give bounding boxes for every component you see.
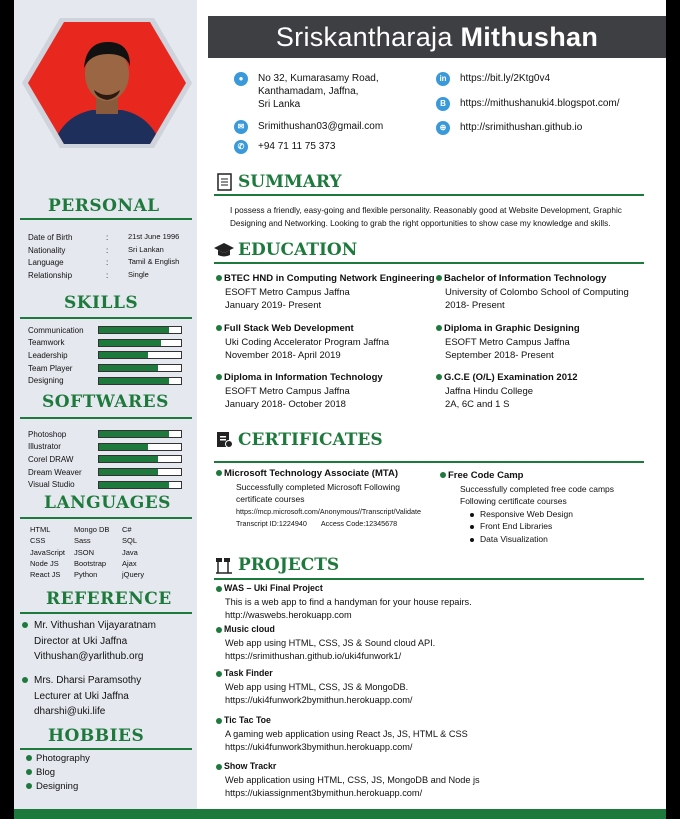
softwares-title: SOFTWARES: [42, 392, 169, 412]
education-item: [216, 371, 436, 412]
project-description: Web application using HTML, CSS, JS, MongoDB and Node js: [225, 774, 480, 785]
globe-icon: ⊕: [436, 121, 450, 135]
project-url[interactable]: http://waswebs.herokuapp.com: [225, 610, 352, 620]
language-item: Bootstrap: [74, 558, 107, 568]
contact-email[interactable]: ✉ Srimithushan03@gmail.com: [234, 120, 383, 134]
softwares-divider: [20, 417, 192, 419]
personal-value: Tamil & English: [128, 257, 180, 266]
softwares-label: Photoshop: [28, 429, 67, 439]
bullet-dot: [216, 671, 222, 677]
skills-level-fill: [99, 365, 158, 371]
summary-text: I possess a friendly, easy-going and flexible personality. Reasonably good at Website Development, Graphic Designing and Networking. Looking to grab the right opportunities to show case my knowledge and skills.: [230, 206, 622, 228]
skills-level-bar: [98, 351, 182, 359]
education-title: Bachelor of Information Technology: [436, 272, 656, 286]
language-item: SQL: [122, 536, 138, 546]
skills-level-bar: [98, 364, 182, 372]
education-place: ESOFT Metro Campus Jaffna: [225, 286, 350, 298]
language-item: C#: [122, 525, 132, 534]
skills-level-fill: [99, 352, 148, 358]
projects-divider: [214, 578, 644, 580]
softwares-row: [28, 466, 188, 479]
contact-blog[interactable]: B https://mithushanuki4.blogspot.com/: [436, 97, 620, 111]
bullet-dot: [22, 677, 28, 683]
phone-icon: ✆: [234, 140, 248, 154]
project-url[interactable]: https://srimithushan.github.io/uki4funwork1/: [225, 651, 402, 661]
document-icon: [214, 173, 234, 191]
personal-separator: :: [106, 258, 109, 267]
softwares-level-bar: [98, 481, 182, 489]
project-url[interactable]: https://uki4funwork3bymithun.herokuapp.com/: [225, 742, 413, 752]
project-item: [216, 623, 636, 664]
hobby-item: Designing: [26, 780, 78, 794]
project-url[interactable]: https://ukiassignment3bymithun.herokuapp.com/: [225, 788, 423, 798]
languages-grid: [30, 524, 190, 580]
language-item: HTML: [30, 525, 51, 534]
projects-icon: [214, 556, 234, 574]
education-date: January 2018- October 2018: [225, 399, 346, 410]
location-pin-icon: ●: [234, 72, 248, 86]
skills-label: Communication: [28, 325, 84, 335]
personal-separator: :: [106, 270, 109, 280]
bullet-dot: [216, 764, 222, 770]
graduation-cap-icon: [214, 241, 234, 259]
reference-divider: [20, 612, 192, 614]
hobby-item: Blog: [26, 766, 55, 780]
reference-role: Lecturer at Uki Jaffna: [34, 690, 129, 702]
bullet-dot: [216, 718, 222, 724]
project-description: Web app using HTML, CSS, JS & MongoDB.: [225, 681, 409, 692]
reference-name: Mrs. Dharsi Paramsothy: [34, 675, 142, 686]
personal-label: Nationality: [28, 245, 66, 255]
personal-value: Single: [128, 269, 149, 279]
education-title: Full Stack Web Development: [216, 322, 436, 336]
skills-row: [28, 374, 188, 387]
project-title: Task Finder: [216, 667, 636, 681]
skills-label: Leadership: [28, 350, 68, 360]
reference-role: Director at Uki Jaffna: [34, 635, 128, 647]
softwares-row: [28, 478, 188, 491]
language-item: React JS: [30, 570, 61, 580]
education-date: January 2019- Present: [225, 300, 322, 311]
softwares-level-bar: [98, 455, 182, 463]
bullet-dot: [216, 374, 222, 380]
softwares-row: [28, 428, 188, 441]
skills-level-fill: [99, 340, 161, 346]
language-item: Ajax: [122, 558, 137, 568]
blogger-icon: B: [436, 97, 450, 111]
softwares-row: [28, 441, 188, 454]
personal-label: Date of Birth: [28, 233, 73, 242]
education-divider: [214, 262, 644, 264]
skills-label: Designing: [28, 376, 64, 386]
education-date: November 2018- April 2019: [225, 350, 341, 361]
language-item: jQuery: [122, 570, 145, 580]
reference-name: Mr. Vithushan Vijayaratnam: [34, 620, 156, 631]
education-place: University of Colombo School of Computing: [445, 286, 629, 298]
skills-divider: [20, 317, 192, 319]
bullet-dot: [22, 622, 28, 628]
bullet-dot: [436, 275, 442, 281]
contact-phone[interactable]: ✆ +94 71 11 75 373: [234, 140, 335, 154]
project-description: Web app using HTML, CSS, JS & Sound cloud API.: [225, 637, 436, 648]
personal-separator: :: [106, 245, 109, 255]
bullet-dot: [216, 627, 222, 633]
contact-address: ● No 32, Kumarasamy Road, Kanthamadam, Jaffna, Sri Lanka: [234, 72, 379, 111]
first-name: Sriskantharaja: [275, 22, 453, 52]
education-place: ESOFT Metro Campus Jaffna: [225, 385, 350, 397]
language-item: Python: [74, 570, 98, 580]
personal-divider: [20, 218, 192, 220]
name-header: [208, 16, 666, 58]
project-item: [216, 667, 636, 708]
education-date: September 2018- Present: [445, 350, 554, 361]
certificate-mta: Microsoft Technology Associate (MTA) Successfully completed Microsoft Following certificate courses https://mcp.microsoft.com/Anonymous//Transcript/Validate Transcript ID:1224940 Access Code:12345678: [216, 468, 456, 531]
reference-title: REFERENCE: [46, 589, 172, 609]
skills-label: Team Player: [28, 363, 73, 373]
email-icon: ✉: [234, 120, 248, 134]
education-title: Diploma in Graphic Designing: [436, 322, 656, 336]
softwares-label: Illustrator: [28, 442, 61, 452]
education-date: 2A, 6C and 1 S: [445, 399, 510, 410]
personal-label: Relationship: [28, 270, 73, 280]
skills-row: [28, 337, 188, 350]
project-title: Music cloud: [216, 623, 636, 637]
education-place: Uki Coding Accelerator Program Jaffna: [225, 336, 390, 348]
education-item: [436, 322, 656, 363]
bullet-dot: [216, 275, 222, 281]
skills-level-bar: [98, 339, 182, 347]
language-item: Sass: [74, 536, 91, 546]
education-item: [216, 272, 436, 313]
skills-level-bar: [98, 326, 182, 334]
resume-page: [14, 0, 666, 819]
education-item: [436, 371, 656, 412]
linkedin-icon: in: [436, 72, 450, 86]
language-item: Mongo DB: [74, 525, 110, 534]
education-place: ESOFT Metro Campus Jaffna: [445, 336, 570, 348]
summary-divider: [214, 194, 644, 196]
project-item: [216, 582, 636, 623]
hobby-item: Photography: [26, 752, 90, 766]
reference-email[interactable]: dharshi@uki.life: [34, 706, 106, 717]
certificates-title: CERTIFICATES: [214, 430, 383, 450]
education-item: [436, 272, 656, 313]
sidebar: [14, 0, 197, 819]
softwares-label: Dream Weaver: [28, 467, 82, 477]
footer-bar: [14, 809, 666, 819]
skills-label: Teamwork: [28, 338, 65, 348]
education-title: EDUCATION: [214, 240, 357, 260]
softwares-label: Visual Studio: [28, 480, 75, 490]
contact-website[interactable]: ⊕ http://srimithushan.github.io: [436, 121, 582, 135]
education-item: [216, 322, 436, 363]
summary-title: SUMMARY: [214, 172, 342, 192]
language-item: Java: [122, 547, 138, 557]
skills-level-fill: [99, 378, 169, 384]
project-title: WAS – Uki Final Project: [216, 582, 636, 596]
project-item: [216, 714, 636, 755]
languages-divider: [20, 517, 192, 519]
skills-title: SKILLS: [64, 293, 139, 313]
last-name: Mithushan: [460, 22, 599, 52]
personal-title: PERSONAL: [48, 196, 160, 216]
project-description: A gaming web application using React Js, JS, HTML & CSS: [225, 728, 468, 739]
language-item: JavaScript: [30, 547, 66, 557]
skills-level-bar: [98, 377, 182, 385]
skills-row: [28, 324, 188, 337]
certificates-divider: [214, 461, 644, 463]
bullet-dot: [436, 374, 442, 380]
bullet-dot: [436, 325, 442, 331]
project-title: Tic Tac Toe: [216, 714, 636, 728]
skills-row: [28, 362, 188, 375]
skills-level-fill: [99, 327, 169, 333]
languages-title: LANGUAGES: [44, 493, 171, 513]
language-item: CSS: [30, 536, 46, 546]
projects-title: PROJECTS: [214, 555, 339, 575]
contact-linkedin[interactable]: in https://bit.ly/2Ktg0v4: [436, 72, 550, 86]
education-title: G.C.E (O/L) Examination 2012: [436, 371, 656, 385]
certificate-url[interactable]: https://mcp.microsoft.com/Anonymous//Transcript/Validate: [236, 506, 421, 516]
hobbies-divider: [20, 748, 192, 750]
softwares-level-bar: [98, 443, 182, 451]
skills-row: [28, 349, 188, 362]
softwares-label: Corel DRAW: [28, 454, 74, 464]
education-title: Diploma in Information Technology: [216, 371, 436, 385]
hobbies-title: HOBBIES: [48, 726, 145, 746]
certificate-icon: [214, 431, 234, 449]
reference-person-1: [22, 618, 192, 665]
profile-photo: [22, 18, 192, 148]
softwares-level-fill: [99, 482, 169, 488]
softwares-level-fill: [99, 431, 169, 437]
education-title: BTEC HND in Computing Network Engineering: [216, 272, 436, 286]
project-description: This is a web app to find a handyman for your house repairs.: [225, 596, 472, 607]
project-title: Show Trackr: [216, 760, 636, 774]
language-item: Node JS: [30, 558, 59, 568]
bullet-dot: [216, 586, 222, 592]
softwares-row: [28, 453, 188, 466]
softwares-level-fill: [99, 444, 148, 450]
education-date: 2018- Present: [445, 300, 505, 311]
softwares-level-bar: [98, 468, 182, 476]
language-item: JSON: [74, 547, 95, 557]
softwares-level-fill: [99, 469, 158, 475]
personal-value: Sri Lankan: [128, 244, 164, 254]
personal-label: Language: [28, 258, 64, 267]
reference-email[interactable]: Vithushan@yarlithub.org: [34, 651, 144, 662]
bullet-dot: [216, 325, 222, 331]
project-url[interactable]: https://uki4funwork2bymithun.herokuapp.com/: [225, 695, 413, 705]
education-place: Jaffna Hindu College: [445, 385, 534, 397]
reference-person-2: [22, 673, 192, 720]
project-item: [216, 760, 636, 801]
personal-separator: :: [106, 233, 109, 242]
softwares-level-fill: [99, 456, 158, 462]
certificate-fcc: Free Code Camp Successfully completed free code camps Following certificate courses Responsive Web Design Front End Libraries Data Visualization: [440, 470, 650, 545]
personal-value: 21st June 1996: [128, 232, 180, 241]
softwares-level-bar: [98, 430, 182, 438]
